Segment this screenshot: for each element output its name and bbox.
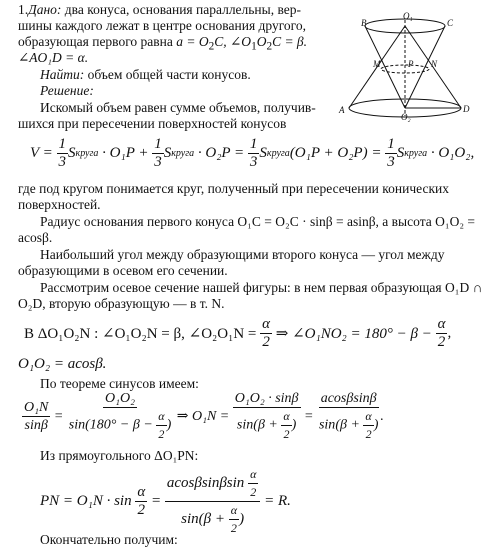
text-line-t9: По теореме синусов имеем: — [40, 376, 199, 391]
frac-acos: acosβsinβ sin(β + $\frac{\alpha}{2}$ ) — [318, 391, 379, 441]
text-line-8: шихся при пересечении поверхностей конусов — [18, 116, 287, 131]
label-n: N — [431, 59, 438, 69]
angles-text: В ΔO₁O₂N : ∠O₁O₂N = β, ∠O₂O₁N = — [24, 326, 257, 342]
s-symbol: S — [68, 145, 76, 161]
pn-lhs: PN = O₁N · sin — [40, 493, 132, 509]
triangle-angles-formula: В ΔO₁O₂N : ∠O₁O₂N = β, ∠O₂O₁N = $\frac{\alpha}{2}$ ⇒ ∠O₁NO₂ = 180° − β − $\frac{\alpha}{2}$ , — [24, 316, 452, 350]
problem-line-2: шины каждого лежат в центре основания другого, — [18, 18, 306, 33]
sub-1: 1 — [251, 40, 257, 53]
label-p: P — [408, 59, 414, 69]
text-line-7: Искомый объем равен сумме объемов, получив- — [40, 100, 316, 115]
problem-line-4: ∠AO₁D = α. — [18, 50, 89, 65]
solution-label: Решение: — [40, 83, 94, 98]
label-o1: O₁ — [403, 12, 413, 21]
frac-o1o2-sinb: O₁O₂ · sinβ sin(β + $\frac{\alpha}{2}$ ) — [234, 391, 299, 441]
frac-one-third: $\frac{1}{3}$ — [58, 136, 67, 170]
problem-number: 1. — [18, 2, 29, 17]
given-text-2: образующая первого равна — [18, 34, 177, 49]
frac-pn: acosβsinβsin $\frac{\alpha}{2}$ sin(β + $\frac{\alpha}{2}$ ) — [165, 466, 261, 537]
pn-formula: PN = O₁N · sin $\frac{\alpha}{2}$ = acosβsinβsin $\frac{\alpha}{2}$ sin(β + $\frac{\alpha}{2}$ ) = R. — [40, 467, 291, 535]
upper-cone-left-edge — [365, 26, 405, 108]
text-line-t5: Наибольший угол между образующими второго конуса — угол между — [40, 247, 445, 262]
frac-one-third-3: $\frac{1}{3}$ — [249, 136, 258, 170]
text-line-t3: Радиус основания первого конуса O₁C = O₂C · sinβ = asinβ, а высота O₁O₂ = — [40, 214, 476, 229]
frac-alpha-2b: $\frac{\alpha}{2}$ — [437, 316, 446, 350]
frac-one-third-4: $\frac{1}{3}$ — [387, 136, 395, 170]
text-line-t11: Окончательно получим: — [40, 532, 178, 547]
angle-n-text: ⇒ ∠O₁NO₂ = 180° − β − — [275, 326, 432, 342]
find-text: объем общей части конусов. — [84, 67, 251, 82]
two-cones-diagram — [325, 12, 485, 122]
sub-krug: круга — [75, 148, 99, 159]
term-o2p: · O₂P = — [197, 145, 245, 161]
v-eq: V = — [30, 145, 53, 161]
frac-one-third-2: $\frac{1}{3}$ — [154, 136, 162, 170]
term-o1p: · O₁P + — [102, 145, 149, 161]
find-label: Найти: — [40, 67, 85, 82]
problem-line-1 — [18, 2, 301, 18]
given-o: O — [256, 34, 267, 49]
label-a: A — [339, 105, 345, 115]
label-c: C — [447, 18, 454, 28]
text-line-t10: Из прямоугольного ΔO₁PN: — [40, 448, 199, 463]
sub-2: 2 — [208, 40, 215, 53]
term-sum: (O₁P + O₂P) = — [289, 145, 382, 161]
equals-r: = R. — [264, 493, 291, 509]
frac-alpha-2c: $\frac{\alpha}{2}$ — [137, 484, 146, 518]
o1o2-formula: O₁O₂ = acosβ. — [18, 356, 107, 372]
term-o1o2: · O₁O₂, — [430, 145, 475, 161]
label-d: D — [463, 104, 470, 114]
text-line-t8: O₂D, вторую образующую — в т. N. — [18, 296, 225, 311]
sub-2b: 2 — [266, 40, 273, 53]
frac-o1o2-sin: O₁O₂ sin(180° − β − $\frac{\alpha}{2}$ ) — [68, 391, 172, 441]
given-label: Дано: — [28, 2, 62, 17]
implies-o1n: ⇒ O₁N = — [176, 409, 230, 424]
text-line-t6: образующими в осевом его сечении. — [18, 263, 228, 278]
frac-o1n-sinb: $\frac{\text{O₁N}}{\sin\beta}$ — [24, 400, 49, 433]
find-line — [40, 67, 251, 83]
text-line-t2: поверхностей. — [18, 197, 101, 212]
label-m: M — [373, 59, 381, 69]
volume-formula: V = $\frac{1}{3}$ S круга · O₁P + $\frac{1}{3}$ S круга · O₂P = $\frac{1}{3}$ S круга (O₁P + O₂P) = $\frac{1}{3}$ S круга · O₁O₂, — [30, 136, 475, 170]
given-angle: C, ∠O — [214, 34, 252, 49]
label-o2: O₂ — [401, 112, 411, 122]
sine-theorem-formula: $\frac{\text{O₁N}}{\sin\beta}$ = O₁O₂ sin(180° − β − $\frac{\alpha}{2}$ ) ⇒ O₁N = O₁O₂ · sinβ sin(β + $\frac{\alpha}{2}$ ) = acosβsinβ sin(β + $\frac{\alpha}{2}$ ) . — [24, 391, 384, 441]
text-line-t1: где под кругом понимается круг, полученный при пересечении конических — [18, 181, 449, 196]
given-text: два конуса, основания параллельны, вер- — [61, 2, 302, 17]
frac-alpha-2: $\frac{\alpha}{2}$ — [262, 316, 271, 350]
label-b: B — [361, 18, 367, 28]
given-a: a = O — [176, 34, 209, 49]
given-beta: C = β. — [272, 34, 308, 49]
text-line-t4: acosβ. — [18, 230, 53, 245]
text-line-t7: Рассмотрим осевое сечение нашей фигуры: в нем первая образующая O₁D ∩ — [40, 280, 483, 295]
